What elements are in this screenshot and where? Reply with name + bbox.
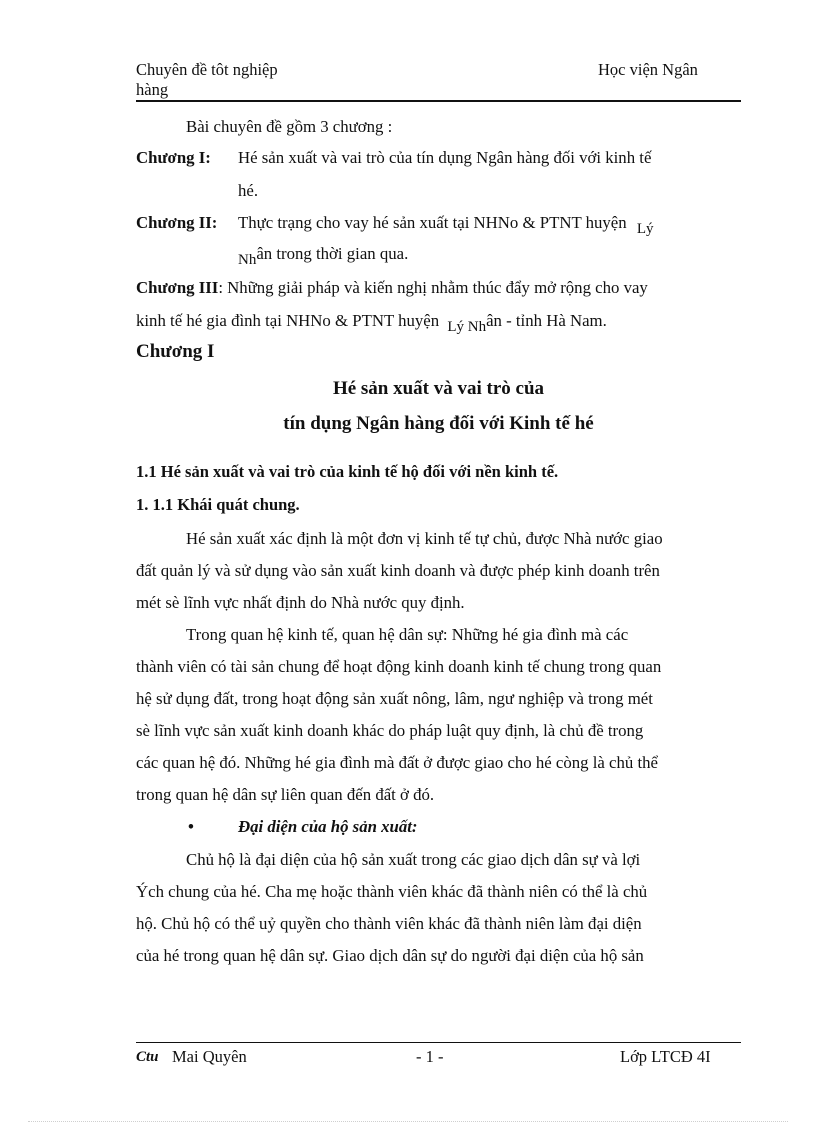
chapter-3-text-b: kinh tế hé gia đình tại NHNo & PTNT huyện	[136, 311, 440, 330]
chapter-2-line1	[238, 213, 654, 237]
para2-line4: sè lĩnh vực sản xuất kinh doanh khác do pháp luật quy định, là chủ đề trong	[136, 721, 644, 740]
para2-line3: hệ sử dụng đất, trong hoạt động sản xuất nông, lâm, ngư nghiệp và trong mét	[136, 689, 653, 708]
para2-line2: thành viên có tài sản chung để hoạt động kinh doanh kinh tế chung trong quan	[136, 657, 662, 676]
header-left-line2: hàng	[136, 80, 169, 99]
para3-line4: của hé trong quan hệ dân sự. Giao dịch dân sự do người đại diện của hộ sản	[136, 946, 644, 965]
chapter-1-line1	[238, 148, 741, 168]
chapter-title-line2: tín dụng Ngân hàng đối với Kinh tế hé	[283, 413, 594, 434]
para1-line1: Hé sản xuất xác định là một đơn vị kinh tế tự chủ, được Nhà nước giao	[186, 529, 663, 548]
intro-line: Bài chuyên đề gồm 3 chương :	[186, 117, 393, 136]
chapter-2-text-b: Lý	[636, 221, 654, 237]
footer-rule	[136, 1042, 741, 1043]
chapter-3-line2	[136, 311, 607, 335]
para2-line5: các quan hệ đó. Những hé gia đình mà đất ở được giao cho hé còng là chủ thể	[136, 753, 658, 772]
header-right: Học viện Ngân	[598, 60, 698, 79]
bottom-dotted-border	[28, 1121, 788, 1122]
chapter-3-label: Chương III	[136, 278, 219, 297]
chapter-1-line2: hé.	[238, 181, 259, 200]
chapter-3-text-d: ân - tỉnh Hà Nam.	[486, 311, 607, 330]
footer-author: Mai Quyên	[172, 1047, 247, 1066]
chapter-title-line1: Hé sản xuất và vai trò của	[332, 378, 545, 399]
bullet-heading: Đại diện của hộ sản xuất:	[238, 817, 418, 836]
chapter-2-text-d: ân trong thời gian qua.	[256, 244, 409, 263]
para1-line2: đất quản lý và sử dụng vào sản xuất kinh doanh và được phép kinh doanh trên	[136, 561, 660, 580]
footer-author-mark: Ctu	[136, 1049, 159, 1065]
chapter-1-text: Hé sản xuất và vai trò của tín dụng Ngân hàng đối với kinh tế	[238, 148, 652, 167]
header-rule	[136, 100, 741, 102]
para3-line1: Chủ hộ là đại diện của hộ sản xuất trong các giao dịch dân sự và lợi	[186, 850, 641, 869]
section-1-1-1: 1. 1.1 Khái quát chung.	[136, 495, 300, 514]
chapter-2-text-a: Thực trạng cho vay hé sản xuất tại NHNo & PTNT huyện	[238, 213, 627, 232]
para3-line3: hộ. Chủ hộ có thể uỷ quyền cho thành viên khác đã thành niên làm đại diện	[136, 914, 642, 933]
chapter-heading: Chương I	[136, 341, 215, 362]
section-1-1: 1.1 Hé sản xuất và vai trò của kinh tế hộ đối với nền kinh tế.	[136, 462, 559, 481]
footer-class: Lớp LTCĐ 4I	[620, 1047, 711, 1066]
chapter-3-text-c: Lý Nh	[447, 319, 487, 335]
bullet-symbol: •	[188, 817, 194, 836]
footer-page-number: - 1 -	[416, 1047, 444, 1066]
para2-line6: trong quan hệ dân sự liên quan đến đất ở đó.	[136, 785, 435, 804]
chapter-3-text-a: : Những giải pháp và kiến nghị nhằm thúc đẩy mở rộng cho vay	[218, 278, 648, 297]
header-left-line1: Chuyên đề tôt nghiệp	[136, 60, 278, 79]
chapter-2-line2	[238, 244, 409, 268]
chapter-1-label: Chương I:	[136, 148, 211, 167]
para1-line3: mét sè lĩnh vực nhất định do Nhà nước quy định.	[136, 593, 465, 612]
chapter-2-text-c: Nh	[238, 252, 257, 268]
chapter-2-label: Chương II:	[136, 213, 218, 232]
chapter-3-line1	[136, 278, 648, 298]
para2-line1: Trong quan hệ kinh tế, quan hệ dân sự: Những hé gia đình mà các	[186, 625, 629, 644]
para3-line2: Ých chung của hé. Cha mẹ hoặc thành viên khác đã thành niên có thể là chủ	[136, 882, 648, 901]
